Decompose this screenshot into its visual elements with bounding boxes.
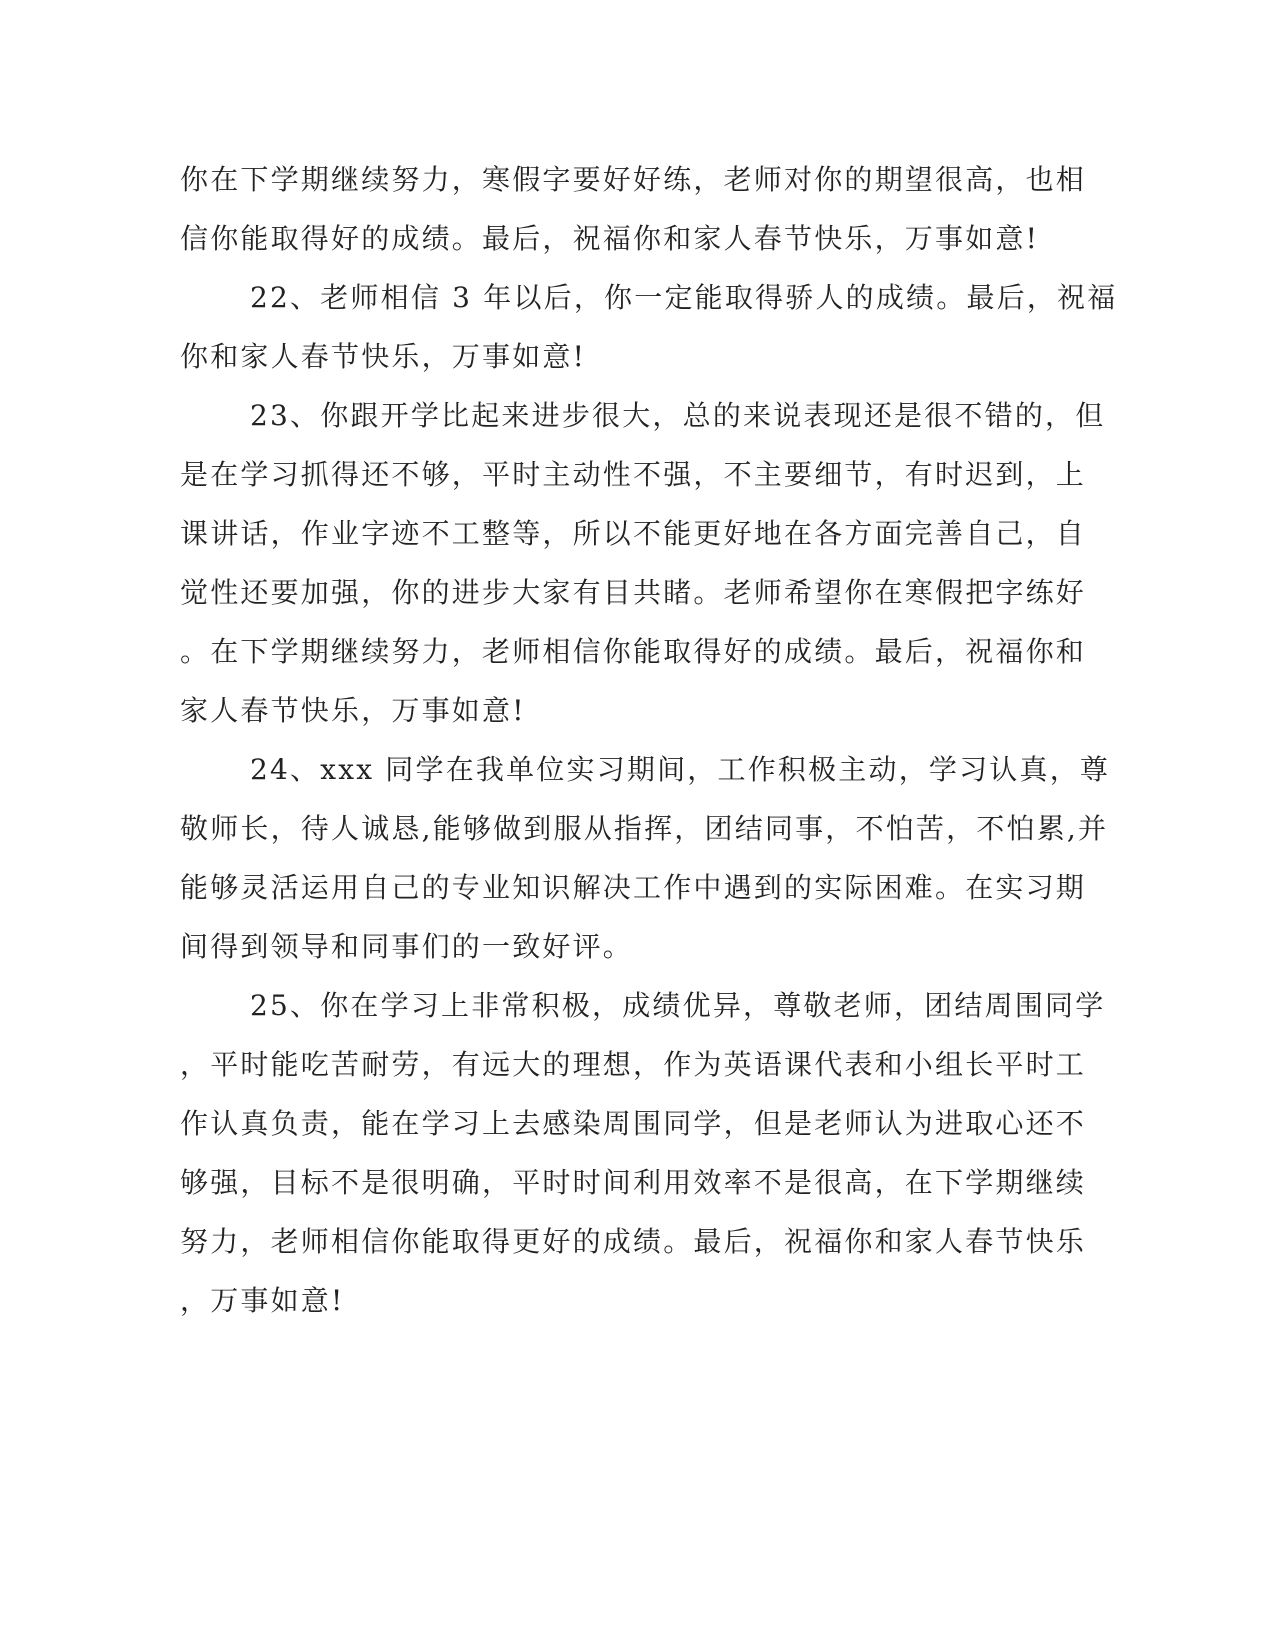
text-line: 敬师长，待人诚恳,能够做到服从指挥，团结同事，不怕苦，不怕累,并 — [180, 812, 1109, 845]
text-line: ，万事如意! — [180, 1284, 345, 1317]
paragraph-22-first-line: 22、老师相信 3 年以后，你一定能取得骄人的成绩。最后，祝福 — [250, 281, 1118, 314]
text-line: 。在下学期继续努力，老师相信你能取得好的成绩。最后，祝福你和 — [180, 635, 1087, 668]
text-line: 信你能取得好的成绩。最后，祝福你和家人春节快乐，万事如意! — [180, 222, 1040, 255]
paragraph-23-first-line: 23、你跟开学比起来进步很大，总的来说表现还是很不错的，但 — [250, 399, 1106, 432]
text-line: 能够灵活运用自己的专业知识解决工作中遇到的实际困难。在实习期 — [180, 871, 1087, 904]
text-line: 努力，老师相信你能取得更好的成绩。最后，祝福你和家人春节快乐 — [180, 1225, 1087, 1258]
text-line: 你在下学期继续努力，寒假字要好好练，老师对你的期望很高，也相 — [180, 163, 1087, 196]
text-line: 觉性还要加强，你的进步大家有目共睹。老师希望你在寒假把字练好 — [180, 576, 1087, 609]
text-line: 你和家人春节快乐，万事如意! — [180, 340, 587, 373]
paragraph-24-first-line: 24、xxx 同学在我单位实习期间，工作积极主动，学习认真，尊 — [250, 753, 1111, 786]
paragraph-25-first-line: 25、你在学习上非常积极，成绩优异，尊敬老师，团结周围同学 — [250, 989, 1106, 1022]
text-line: 作认真负责，能在学习上去感染周围同学，但是老师认为进取心还不 — [180, 1107, 1087, 1140]
text-line: 间得到领导和同事们的一致好评。 — [180, 930, 634, 963]
text-line: 课讲话，作业字迹不工整等，所以不能更好地在各方面完善自己，自 — [180, 517, 1087, 550]
text-line: ，平时能吃苦耐劳，有远大的理想，作为英语课代表和小组长平时工 — [180, 1048, 1087, 1081]
text-line: 够强，目标不是很明确，平时时间利用效率不是很高，在下学期继续 — [180, 1166, 1087, 1199]
text-line: 是在学习抓得还不够，平时主动性不强，不主要细节，有时迟到，上 — [180, 458, 1087, 491]
text-line: 家人春节快乐，万事如意! — [180, 694, 526, 727]
